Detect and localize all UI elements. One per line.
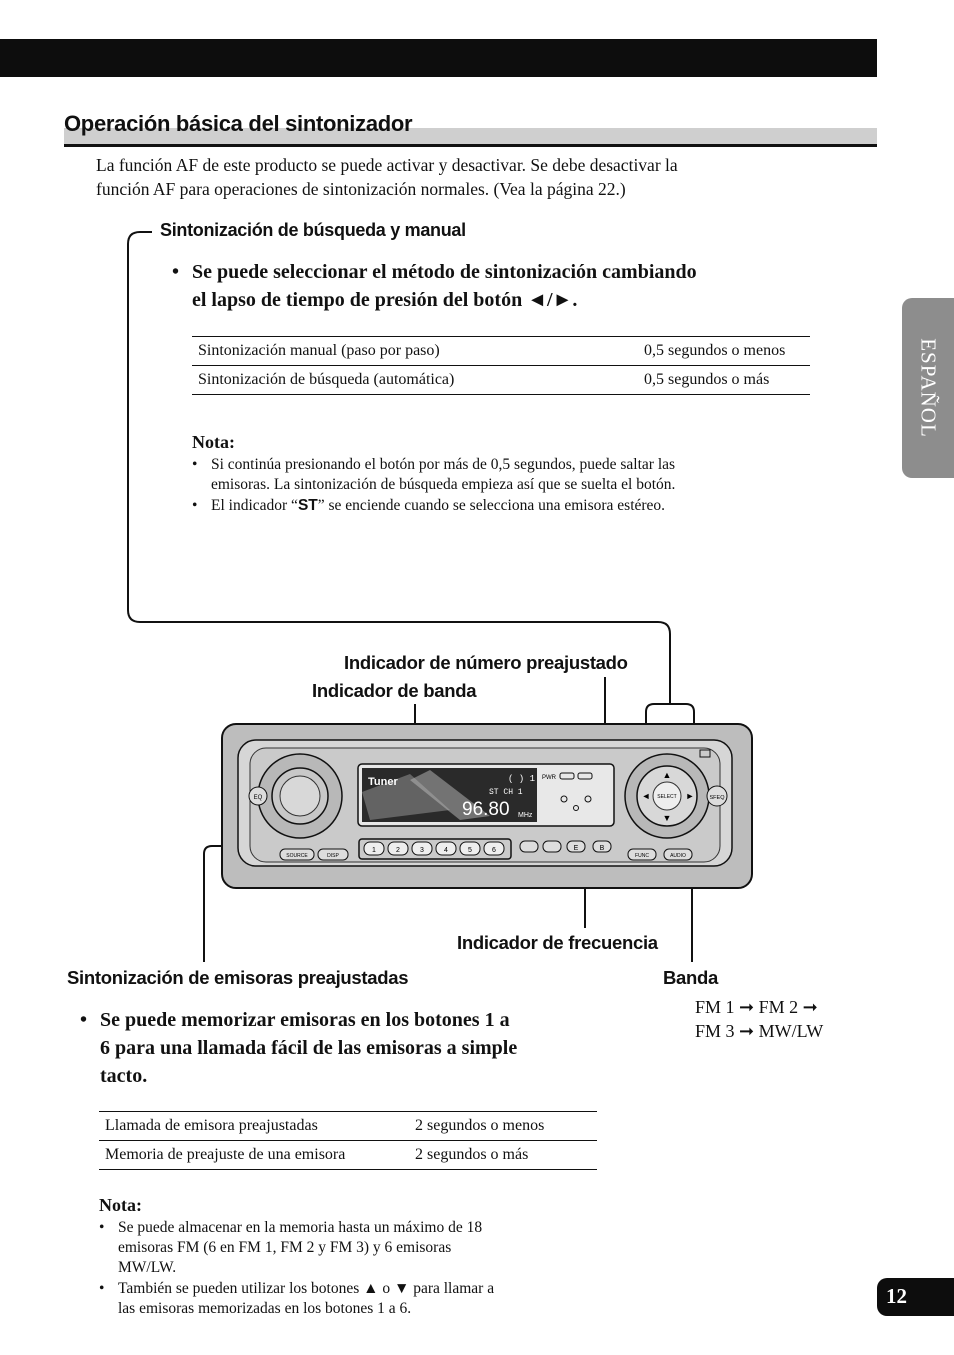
- table-row: [99, 1112, 597, 1141]
- select-button-label: SELECT: [657, 794, 677, 800]
- note-heading: Nota:: [192, 432, 235, 452]
- table-cell-time: 0,5 segundos o más: [638, 366, 810, 395]
- note-item: • Si continúa presionando el botón por más de 0,5 segundos, puede saltar las emisoras. La sintonización de búsqueda empieza así que se suelta el botón.: [192, 456, 676, 493]
- callout-preset-tuning: Sintonización de emisoras preajustadas: [67, 967, 409, 988]
- stereo-indicator-glyph: ST: [297, 497, 318, 514]
- band-sequence: FM 1 ➞ FM 2 ➞ FM 3 ➞ MW/LW: [695, 997, 824, 1041]
- seek-left-icon: ◄: [641, 791, 651, 801]
- seek-right-icon: ►: [685, 791, 695, 801]
- table-cell-time: 0,5 segundos o menos: [638, 337, 810, 366]
- section-title: Operación básica del sintonizador: [64, 111, 877, 147]
- preset-button-label: 5: [468, 847, 472, 854]
- preset-bullet: • Se puede memorizar emisoras en los botones 1 a 6 para una llamada fácil de las emisoras a simple tacto.: [80, 1009, 518, 1087]
- table-row: [192, 337, 810, 366]
- intro-paragraph: La función AF de este producto se puede activar y desactivar. Se debe desactivar la función AF para operaciones de sintonización normales. (Vea la página 22.): [96, 155, 678, 199]
- language-tab: ESPAÑOL: [902, 298, 954, 478]
- pwr-label: PWR: [542, 775, 556, 781]
- preset-button-label: 6: [492, 847, 496, 854]
- func-button-label: FUNC: [635, 853, 649, 859]
- e-button-label: E: [573, 845, 579, 852]
- table-cell-time: 2 segundos o menos: [393, 1112, 597, 1141]
- preset-button-label: 4: [444, 847, 448, 854]
- band-button-label: B: [599, 845, 605, 852]
- callout-preset-number: Indicador de número preajustado: [344, 652, 628, 673]
- callout-frequency-indicator: Indicador de frecuencia: [457, 932, 658, 953]
- page-number: 12: [877, 1278, 954, 1316]
- note-item: • Se puede almacenar en la memoria hasta un máximo de 18 emisoras FM (6 en FM 1, FM 2 y FM 3) y 6 emisoras MW/LW.: [99, 1219, 483, 1276]
- sfeq-button-label: SFEQ: [709, 795, 725, 801]
- svg-text:▼: ▼: [662, 813, 672, 823]
- table-cell-action: Memoria de preajuste de una emisora: [99, 1141, 393, 1170]
- table-cell-action: Sintonización de búsqueda (automática): [192, 366, 638, 395]
- preset-button-label: 2: [396, 847, 400, 854]
- table-cell-time: 2 segundos o más: [393, 1141, 597, 1170]
- frequency-unit: MHz: [518, 812, 533, 819]
- disp-button-label: DISP: [327, 853, 339, 859]
- preset-table: [99, 1111, 597, 1170]
- table-cell-action: Sintonización manual (paso por paso): [192, 337, 638, 366]
- display-source-label: Tuner: [368, 776, 398, 788]
- note-item: • El indicador “ST” se enciende cuando se selecciona una emisora estéreo.: [192, 497, 666, 514]
- frequency-display: 96.80: [462, 799, 510, 820]
- stereo-preset-indicator: ST CH 1: [489, 788, 523, 797]
- note-item: • También se pueden utilizar los botones ▲ o ▼ para llamar a las emisoras memorizadas en los botones 1 a 6.: [99, 1280, 495, 1317]
- band-indicator: ( ) 1: [508, 774, 536, 784]
- manual-search-table: [192, 336, 810, 395]
- manual-search-bullet: • Se puede seleccionar el método de sintonización cambiando el lapso de tiempo de presión del botón ◄/►.: [172, 261, 697, 311]
- car-stereo-illustration: [220, 722, 754, 890]
- note-heading: Nota:: [99, 1195, 142, 1215]
- table-cell-action: Llamada de emisora preajustadas: [99, 1112, 393, 1141]
- callout-band: Banda: [663, 967, 719, 988]
- preset-button-label: 1: [372, 847, 376, 854]
- eq-button-label: EQ: [253, 795, 263, 801]
- svg-text:▲: ▲: [662, 770, 672, 780]
- table-row: [99, 1141, 597, 1170]
- audio-button-label: AUDIO: [670, 853, 686, 859]
- preset-button-label: 3: [420, 847, 424, 854]
- source-button-label: SOURCE: [286, 853, 308, 859]
- table-row: [192, 366, 810, 395]
- callout-band-indicator: Indicador de banda: [312, 680, 477, 701]
- manual-search-heading: Sintonización de búsqueda y manual: [160, 220, 466, 240]
